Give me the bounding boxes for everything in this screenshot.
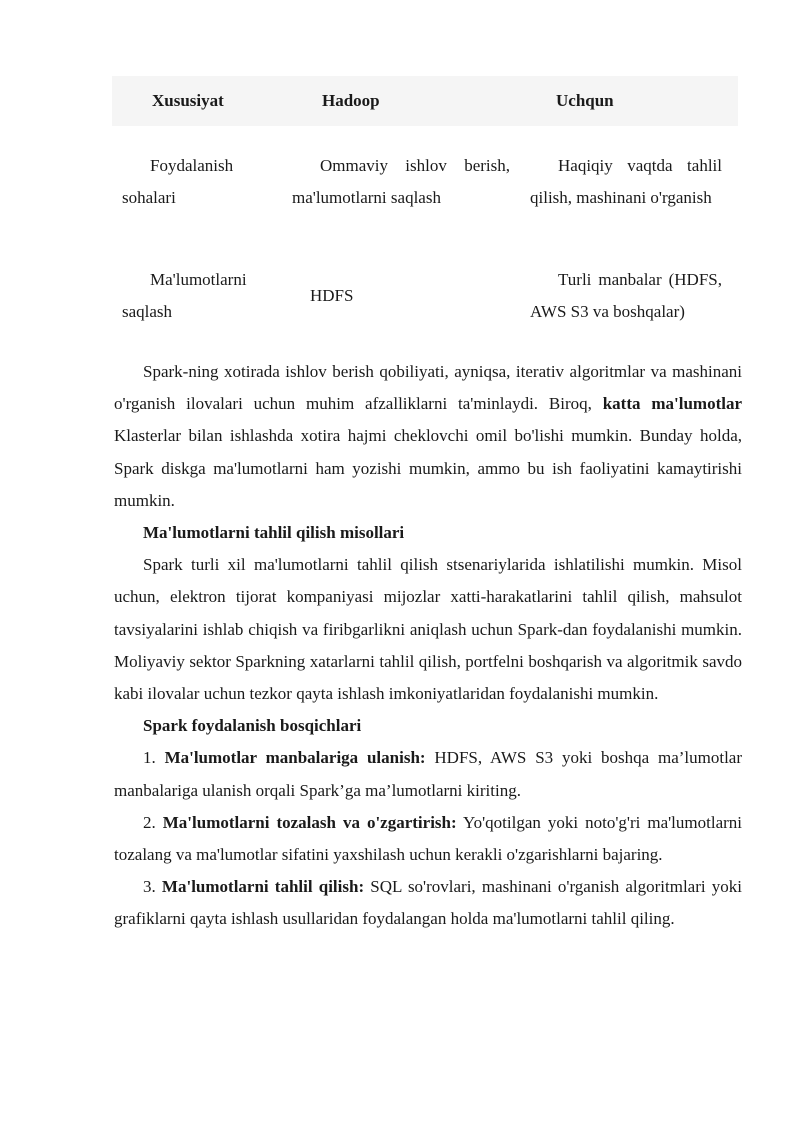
table-row (112, 126, 738, 238)
step-number: 1. (143, 748, 156, 768)
step-text: Yo'qotilgan yoki noto'g'ri ma'lumotlarni tozalang va ma'lumotlar sifatini yaxshilash uchun kerakli o'zgarishlarni bajaring. (114, 812, 742, 865)
table-header-row (112, 76, 738, 126)
paragraph-text: Spark-ning xotirada ishlov berish qobiliyati, ayniqsa, iterativ algoritmlar va mashinani o'rganish ilovalari uchun muhim afzalliklarni ta'minlaydi. Biroq, (114, 362, 742, 414)
step-item (114, 871, 742, 935)
section-heading-examples: Ma'lumotlarni tahlil qilish misollari (143, 523, 405, 543)
paragraph-examples: Spark turli xil ma'lumotlarni tahlil qilish stsenariylarida ishlatilishi mumkin. Misol uchun, elektron tijorat kompaniyasi mijozlar xatti-harakatlarini tahlil qilish, mahsulot tavsiyalarini ishlab chiqish va firibgarlikni aniqlash uchun Spark-dan foydalanishi mumkin. Moliyaviy sektor Sparkning xatarlarni tahlil qilish, portfelni boshqarish va algoritmik savdo kabi ilovalar uchun tezkor qayta ishlash imkoniyatlaridan foydalanishi mumkin. (114, 555, 742, 704)
paragraph-memory (114, 356, 742, 517)
step-text: HDFS, AWS S3 yoki boshqa ma’lumotlar manbalariga ulanish orqali Spark’ga ma’lumotlarni kiriting. (114, 748, 743, 800)
section-heading-steps: Spark foydalanish bosqichlari (143, 716, 362, 736)
step-number: 2. (143, 812, 156, 832)
table-cell: Turli manbalar (HDFS, AWS S3 va boshqalar) (530, 270, 722, 321)
step-title: Ma'lumotlar manbalariga ulanish: (164, 748, 426, 768)
table-row (112, 238, 738, 354)
header-xususiyat: Xususiyat (112, 76, 282, 126)
step-title: Ma'lumotlarni tozalash va o'zgartirish: (162, 812, 457, 832)
paragraph-text: Klasterlar bilan ishlashda xotira hajmi cheklovchi omil bo'lishi mumkin. Bunday holda, Spark diskga ma'lumotlarni ham yozishi mumkin, ammo bu ish faoliyatini kamaytirishi mumkin. (114, 426, 742, 510)
table-cell: Ma'lumotlarni saqlash (122, 270, 247, 321)
step-item (114, 807, 742, 871)
table-cell: HDFS (310, 286, 354, 305)
table-cell: Haqiqiy vaqtda tahlil qilish, mashinani o'rganish (530, 156, 722, 207)
bold-term: katta ma'lumotlar (602, 394, 742, 414)
header-hadoop: Hadoop (282, 76, 520, 126)
body-text (114, 356, 742, 936)
step-number: 3. (143, 877, 156, 897)
step-item (114, 742, 742, 806)
step-title: Ma'lumotlarni tahlil qilish: (161, 877, 365, 897)
header-uchqun: Uchqun (520, 76, 738, 126)
step-text: SQL so'rovlari, mashinani o'rganish algoritmlari yoki grafiklarni qayta ishlash usullaridan foydalangan holda ma'lumotlarni tahlil qiling. (114, 877, 743, 929)
table-cell: Ommaviy ishlov berish, ma'lumotlarni saqlash (292, 156, 510, 207)
comparison-table (112, 76, 738, 354)
table-cell: Foydalanish sohalari (122, 156, 234, 207)
